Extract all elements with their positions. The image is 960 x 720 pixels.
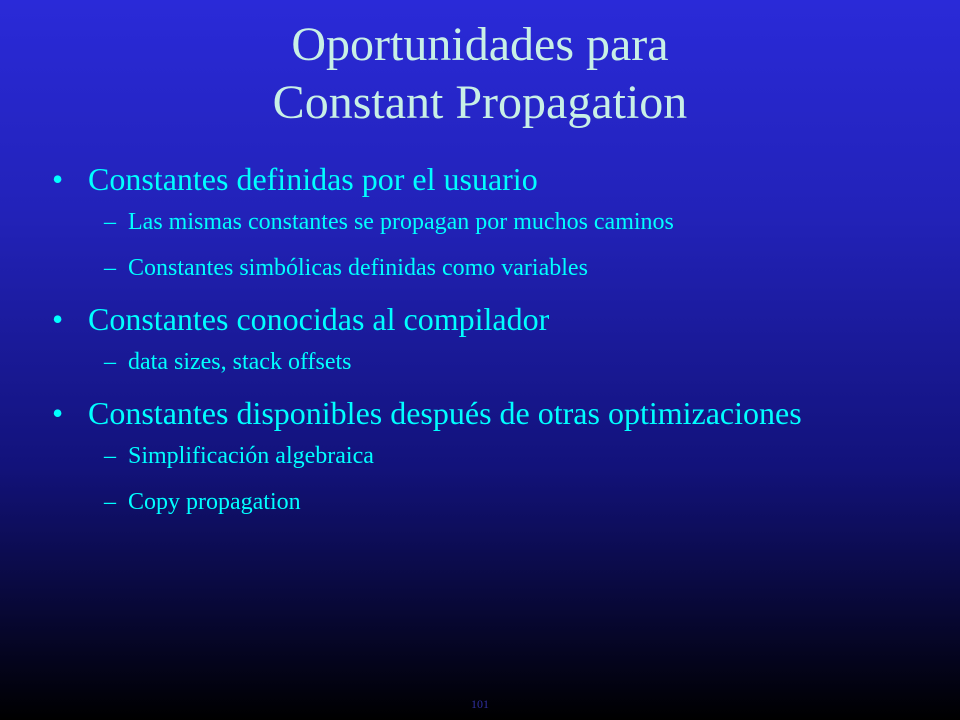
dash-icon: –: [104, 489, 116, 515]
bullet-item-user-constants: [52, 160, 912, 198]
slide-title: [0, 16, 960, 132]
sub-item-text: data sizes, stack offsets: [128, 349, 352, 375]
dash-icon: –: [104, 443, 116, 469]
slide-number: 101: [471, 697, 489, 711]
sub-item-text: Copy propagation: [128, 489, 301, 515]
bullet-text: Constantes conocidas al compilador: [88, 301, 550, 337]
bullet-icon: •: [52, 395, 64, 431]
bullet-item-compiler-constants: [52, 300, 912, 338]
bullet-item-available-constants: [52, 394, 912, 432]
sub-item-same-constants: [52, 208, 912, 237]
sub-item-algebraic-simplification: [52, 442, 912, 471]
dash-icon: –: [104, 209, 116, 235]
sub-item-symbolic-constants: [52, 254, 912, 283]
title-line-1: Oportunidades para: [291, 18, 669, 71]
bullet-icon: •: [52, 301, 64, 337]
sub-item-data-sizes: [52, 348, 912, 377]
sub-item-text: Las mismas constantes se propagan por muchos caminos: [128, 209, 674, 235]
bullet-text: Constantes definidas por el usuario: [88, 161, 538, 197]
bullet-list: [52, 160, 912, 534]
dash-icon: –: [104, 255, 116, 281]
bullet-icon: •: [52, 161, 64, 197]
sub-item-text: Constantes simbólicas definidas como variables: [128, 255, 588, 281]
sub-item-text: Simplificación algebraica: [128, 443, 374, 469]
sub-item-copy-propagation: [52, 488, 912, 517]
dash-icon: –: [104, 349, 116, 375]
bullet-text: Constantes disponibles después de otras optimizaciones: [88, 395, 802, 431]
title-line-2: Constant Propagation: [272, 76, 688, 129]
